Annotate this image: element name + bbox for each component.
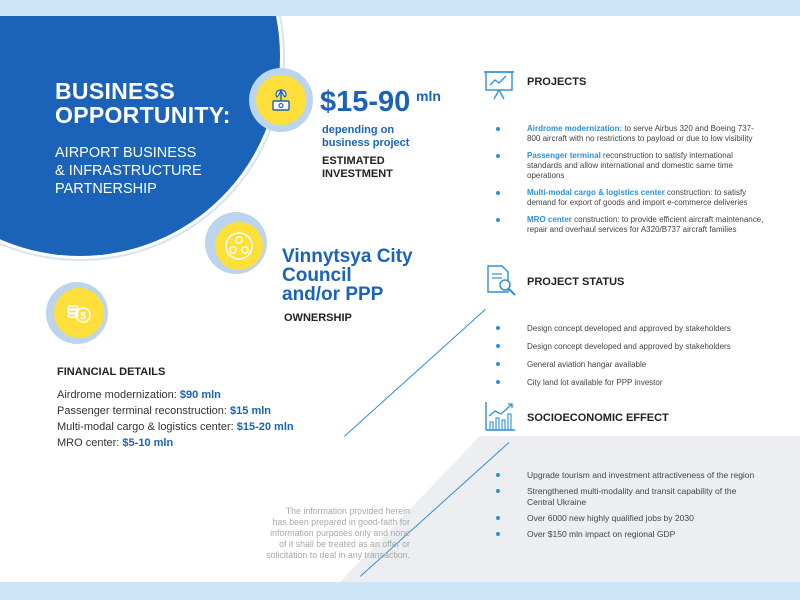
investment-label <box>322 155 432 181</box>
document-search-icon <box>484 264 518 298</box>
disclaimer-line: information purposes only and none <box>270 528 410 538</box>
list-item <box>496 529 766 540</box>
bullet-icon <box>496 191 500 195</box>
financial-title: FINANCIAL DETAILS <box>57 366 166 378</box>
bullet-icon <box>496 516 500 520</box>
disclaimer-line: of it shall be treated as an offer or <box>279 539 410 549</box>
hero-subtitle-line: AIRPORT BUSINESS <box>55 145 197 161</box>
list-item <box>496 124 766 144</box>
investment-label-line: ESTIMATED <box>322 155 385 167</box>
bullet-icon <box>496 127 500 131</box>
investment-label-line: INVESTMENT <box>322 168 393 180</box>
investment-amount: $15-90 <box>320 86 411 118</box>
investment-note <box>322 124 432 150</box>
disclaimer-line: has been prepared in good-faith for <box>272 517 410 527</box>
socio-list <box>496 470 766 545</box>
money-plant-icon <box>256 75 306 125</box>
socio-text: Over $150 mln impact on regional GDP <box>527 529 676 539</box>
disclaimer-line: solicitation to deal in any transaction. <box>266 550 410 560</box>
socio-text: Upgrade tourism and investment attractiveness of the region <box>527 470 755 480</box>
list-item <box>496 215 766 235</box>
investment-note-line: depending on <box>322 124 395 136</box>
diagonal-divider <box>344 309 486 437</box>
ownership-title-line: Council <box>282 265 352 286</box>
bullet-icon <box>496 218 500 222</box>
bullet-icon <box>496 532 500 536</box>
list-item <box>496 377 766 388</box>
ownership-label: OWNERSHIP <box>284 312 352 324</box>
financial-list <box>57 387 337 451</box>
list-item <box>496 341 766 352</box>
financial-item-label: Airdrome modernization: <box>57 389 177 401</box>
socio-title: SOCIOECONOMIC EFFECT <box>527 412 669 424</box>
list-item <box>496 486 766 508</box>
socio-text: Over 6000 new highly qualified jobs by 2030 <box>527 513 694 523</box>
financial-item-value: $15-20 mln <box>236 421 294 433</box>
list-item <box>496 188 766 208</box>
list-item <box>57 387 337 403</box>
ownership-title-line: and/or PPP <box>282 284 384 305</box>
bullet-icon <box>496 344 500 348</box>
hero-subtitle-line: PARTNERSHIP <box>55 181 157 197</box>
investment-note-line: business project <box>322 137 410 149</box>
status-title: PROJECT STATUS <box>527 276 625 288</box>
status-text: General aviation hangar available <box>527 360 647 369</box>
hero-title-line: OPPORTUNITY: <box>55 102 231 128</box>
list-item <box>57 419 337 435</box>
list-item <box>496 323 766 334</box>
financial-item-label: Multi-modal cargo & logistics center: <box>57 421 234 433</box>
project-text: construction: to provide efficient aircraft maintenance, repair and overhaul services for A320/B737 aircraft families <box>527 215 764 234</box>
disclaimer-line: The information provided herein <box>285 506 410 516</box>
disclaimer <box>205 506 410 561</box>
financial-item-value: $90 mln <box>179 389 221 401</box>
hero-title-line: BUSINESS <box>55 78 175 104</box>
status-text: Design concept developed and approved by stakeholders <box>527 324 731 333</box>
list-item <box>496 151 766 181</box>
list-item <box>496 513 766 524</box>
bullet-icon <box>496 154 500 158</box>
growth-chart-icon <box>483 400 517 434</box>
investment-unit: mln <box>416 88 441 104</box>
list-item <box>496 470 766 481</box>
projects-title: PROJECTS <box>527 76 587 88</box>
ownership-title <box>282 247 432 304</box>
project-text: construction: to satisfy demand for export of goods and import e-commerce deliveries <box>527 188 748 207</box>
project-highlight: MRO center <box>527 215 572 224</box>
people-network-icon <box>215 222 263 270</box>
status-text: Design concept developed and approved by stakeholders <box>527 342 731 351</box>
bullet-icon <box>496 326 500 330</box>
projects-list <box>496 124 766 242</box>
list-item <box>496 359 766 370</box>
coins-dollar-icon <box>54 288 104 338</box>
ownership-title-line: Vinnytsya City <box>282 246 413 267</box>
hero-subtitle <box>55 144 255 198</box>
project-highlight: Airdrome modernization: <box>527 124 623 133</box>
financial-item-value: $15 mln <box>230 405 271 417</box>
presentation-board-icon <box>482 68 516 102</box>
project-highlight: Passenger terminal <box>527 151 601 160</box>
bullet-icon <box>496 473 500 477</box>
list-item <box>57 435 337 451</box>
hero-title <box>55 79 255 127</box>
status-list <box>496 323 766 395</box>
svg-text:$: $ <box>80 311 86 322</box>
financial-item-label: Passenger terminal reconstruction: <box>57 405 227 417</box>
status-text: City land lot available for PPP investor <box>527 378 663 387</box>
financial-item-label: MRO center: <box>57 437 120 449</box>
bullet-icon <box>496 362 500 366</box>
bullet-icon <box>496 380 500 384</box>
hero-subtitle-line: & INFRASTRUCTURE <box>55 163 202 179</box>
brochure-page <box>0 16 800 582</box>
socio-text: Strengthened multi-modality and transit capability of the Central Ukraine <box>527 486 737 507</box>
bottom-band <box>0 582 800 600</box>
project-text: to serve Airbus 320 and Boeing 737-800 aircraft with no restrictions to payload or due to low visibility <box>527 124 754 143</box>
bullet-icon <box>496 489 500 493</box>
financial-item-value: $5-10 mln <box>122 437 174 449</box>
list-item <box>57 403 337 419</box>
project-text: reconstruction to satisfy international standards and allow international and domestic same time operations <box>527 151 733 180</box>
project-highlight: Multi-modal cargo & logistics center <box>527 188 665 197</box>
